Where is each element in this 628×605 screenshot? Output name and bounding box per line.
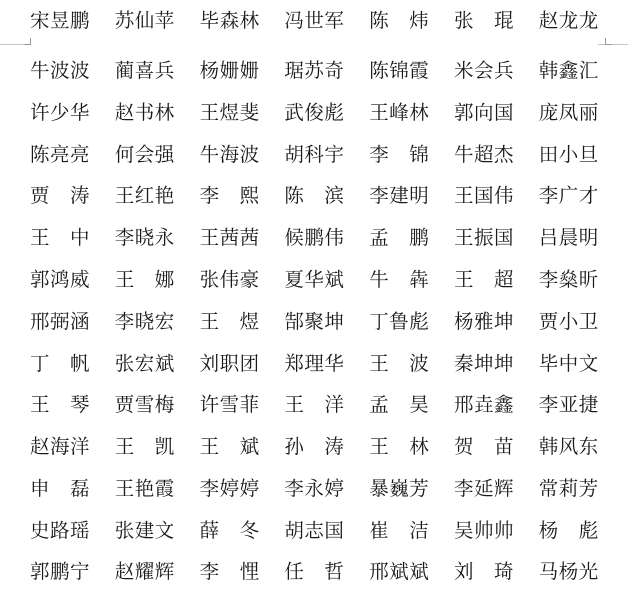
name-cell: 张建文 xyxy=(114,519,175,542)
name-cell: 邢垚鑫 xyxy=(453,393,514,416)
name-row xyxy=(30,181,628,211)
name-cell: 刘职团 xyxy=(199,352,260,375)
name-cell: 暴巍芳 xyxy=(369,477,430,500)
name-cell: 牛海波 xyxy=(199,143,260,166)
name-cell: 秦坤坤 xyxy=(453,352,514,375)
name-cell: 毕中文 xyxy=(538,352,599,375)
name-cell: 史路瑶 xyxy=(30,519,91,542)
name-cell: 丁 帆 xyxy=(30,352,91,375)
name-cell: 李延辉 xyxy=(453,477,514,500)
name-cell: 王 斌 xyxy=(199,435,260,458)
name-cell: 李晓永 xyxy=(114,226,175,249)
name-cell: 赵耀辉 xyxy=(114,560,175,583)
name-row xyxy=(30,140,628,170)
name-cell: 刘 琦 xyxy=(453,560,514,583)
name-cell: 赵龙龙 xyxy=(538,9,599,32)
name-cell: 许少华 xyxy=(30,101,91,124)
name-cell: 毕森林 xyxy=(199,9,260,32)
name-cell: 王振国 xyxy=(453,226,514,249)
name-cell: 琚苏奇 xyxy=(284,59,345,82)
name-cell: 王红艳 xyxy=(114,184,175,207)
name-cell: 胡科宇 xyxy=(284,143,345,166)
name-cell: 王 凯 xyxy=(114,435,175,458)
name-cell: 郭鹏宁 xyxy=(30,560,91,583)
name-cell: 王 林 xyxy=(369,435,430,458)
name-cell: 丁鲁彪 xyxy=(369,310,430,333)
name-cell: 贺 苗 xyxy=(453,435,514,458)
name-cell: 蔺喜兵 xyxy=(114,59,175,82)
name-cell: 杨雅坤 xyxy=(453,310,514,333)
name-cell: 李晓宏 xyxy=(114,310,175,333)
name-cell: 冯世军 xyxy=(284,9,345,32)
name-cell: 李亚捷 xyxy=(538,393,599,416)
name-cell: 李 熙 xyxy=(199,184,260,207)
name-cell: 吕晨明 xyxy=(538,226,599,249)
name-cell: 陈 炜 xyxy=(369,9,430,32)
name-cell: 邢斌斌 xyxy=(369,560,430,583)
name-cell: 申 磊 xyxy=(30,477,91,500)
name-cell: 马杨光 xyxy=(538,560,599,583)
name-cell: 孟 鹏 xyxy=(369,226,430,249)
name-cell: 崔 洁 xyxy=(369,519,430,542)
name-cell: 李婷婷 xyxy=(199,477,260,500)
name-cell: 杨姗姗 xyxy=(199,59,260,82)
name-cell: 米会兵 xyxy=(453,59,514,82)
name-cell: 王 中 xyxy=(30,226,91,249)
name-cell: 王峰林 xyxy=(369,101,430,124)
name-cell: 夏华斌 xyxy=(284,268,345,291)
name-cell: 王茜茜 xyxy=(199,226,260,249)
name-cell: 李燊昕 xyxy=(538,268,599,291)
name-cell: 李广才 xyxy=(538,184,599,207)
name-cell: 候鹏伟 xyxy=(284,226,345,249)
name-cell: 王 超 xyxy=(453,268,514,291)
name-cell: 贾雪梅 xyxy=(114,393,175,416)
name-cell: 庞凤丽 xyxy=(538,101,599,124)
name-row xyxy=(30,307,628,337)
name-cell: 陈锦霞 xyxy=(369,59,430,82)
name-row xyxy=(30,349,628,379)
name-cell: 韩风东 xyxy=(538,435,599,458)
name-cell: 陈亮亮 xyxy=(30,143,91,166)
name-cell: 常莉芳 xyxy=(538,477,599,500)
name-cell: 孟 昊 xyxy=(369,393,430,416)
name-cell: 田小旦 xyxy=(538,143,599,166)
name-cell: 孙 涛 xyxy=(284,435,345,458)
name-row xyxy=(30,516,628,546)
name-row xyxy=(30,432,628,462)
name-row xyxy=(30,223,628,253)
name-cell: 郭鸿威 xyxy=(30,268,91,291)
name-cell: 王 琴 xyxy=(30,393,91,416)
name-cell: 牛超杰 xyxy=(453,143,514,166)
name-cell: 牛 犇 xyxy=(369,268,430,291)
name-cell: 牛波波 xyxy=(30,59,91,82)
margin-corner-mark-right xyxy=(605,38,612,45)
name-cell: 苏仙苹 xyxy=(114,9,175,32)
name-cell: 李 悝 xyxy=(199,560,260,583)
name-cell: 王国伟 xyxy=(453,184,514,207)
name-cell: 薛 冬 xyxy=(199,519,260,542)
name-cell: 武俊彪 xyxy=(284,101,345,124)
name-cell: 邢弼涵 xyxy=(30,310,91,333)
name-cell: 李建明 xyxy=(369,184,430,207)
name-cell: 陈 滨 xyxy=(284,184,345,207)
name-cell: 张宏斌 xyxy=(114,352,175,375)
name-cell: 李永婷 xyxy=(284,477,345,500)
name-cell: 赵海洋 xyxy=(30,435,91,458)
name-cell: 李 锦 xyxy=(369,143,430,166)
name-cell: 贾小卫 xyxy=(538,310,599,333)
name-cell: 任 哲 xyxy=(284,560,345,583)
name-cell: 赵书林 xyxy=(114,101,175,124)
name-cell: 王 煜 xyxy=(199,310,260,333)
name-cell: 宋昱鹏 xyxy=(30,9,91,32)
header-margin-line-right xyxy=(598,44,628,45)
name-cell: 张伟豪 xyxy=(199,268,260,291)
name-cell: 胡志国 xyxy=(284,519,345,542)
name-row xyxy=(30,557,628,587)
name-row xyxy=(30,390,628,420)
name-cell: 王煜斐 xyxy=(199,101,260,124)
name-row xyxy=(30,98,628,128)
name-cell: 许雪菲 xyxy=(199,393,260,416)
name-cell: 王 洋 xyxy=(284,393,345,416)
name-row xyxy=(30,474,628,504)
name-cell: 郭向国 xyxy=(453,101,514,124)
name-cell: 张 琨 xyxy=(453,9,514,32)
name-cell: 吴帅帅 xyxy=(453,519,514,542)
name-cell: 杨 彪 xyxy=(538,519,599,542)
name-cell: 王 波 xyxy=(369,352,430,375)
margin-corner-mark-left xyxy=(24,38,31,45)
name-cell: 郑理华 xyxy=(284,352,345,375)
name-cell: 韩鑫汇 xyxy=(538,59,599,82)
name-cell: 王艳霞 xyxy=(114,477,175,500)
name-row xyxy=(30,56,628,86)
name-cell: 郜聚坤 xyxy=(284,310,345,333)
name-cell: 贾 涛 xyxy=(30,184,91,207)
name-row xyxy=(30,6,628,36)
name-cell: 王 娜 xyxy=(114,268,175,291)
name-cell: 何会强 xyxy=(114,143,175,166)
name-row xyxy=(30,265,628,295)
